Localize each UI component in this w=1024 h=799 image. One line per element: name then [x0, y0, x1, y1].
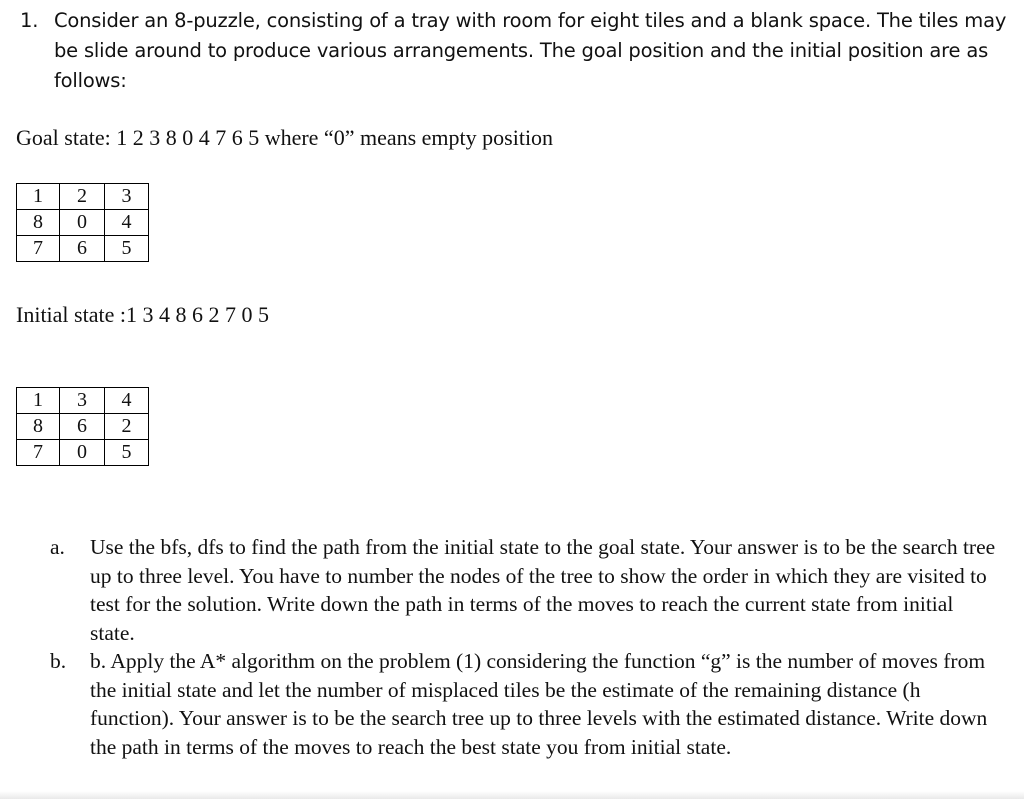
subquestion-text: b. Apply the A* algorithm on the problem (1) considering the function “g” is the number of moves from the initial state and let the number of misplaced tiles be the estimate of the remaining distance (h function). Your answer is to be the search tree up to three levels with the estimated distance. Write down the path in terms of the moves to reach the best state you from initial state. [90, 649, 988, 759]
grid-cell: 1 [17, 388, 60, 414]
subquestion-b [50, 647, 1000, 761]
subquestion-a [50, 533, 1000, 647]
grid-cell: 8 [17, 414, 60, 440]
initial-state-label: Initial state :1 3 4 8 6 2 7 0 5 [16, 302, 269, 327]
subquestion-text: Use the bfs, dfs to find the path from the initial state to the goal state. Your answer is to be the search tree up to three level. You have to number the nodes of the tree to show the order in which they are visited to test for the solution. Write down the path in terms of the moves to reach the current state from initial state. [90, 535, 996, 645]
grid-cell: 3 [60, 388, 105, 414]
question-text: Consider an 8-puzzle, consisting of a tray with room for eight tiles and a blank space. The tiles may be slide around to produce various arrangements. The goal position and the initial position are as follows: [54, 9, 1007, 92]
goal-state-grid [16, 183, 149, 262]
grid-cell: 5 [105, 440, 149, 466]
grid-cell: 7 [17, 236, 60, 262]
subquestion-letter: a. [50, 535, 65, 559]
grid-row [17, 236, 149, 262]
grid-cell: 2 [60, 184, 105, 210]
question-1 [20, 6, 1010, 96]
grid-cell: 7 [17, 440, 60, 466]
grid-cell: 1 [17, 184, 60, 210]
grid-cell: 4 [105, 210, 149, 236]
grid-row [17, 414, 149, 440]
grid-row [17, 184, 149, 210]
subquestion-letter: b. [50, 649, 67, 673]
grid-cell: 6 [60, 414, 105, 440]
goal-state-label: Goal state: 1 2 3 8 0 4 7 6 5 where “0” means empty position [16, 125, 554, 150]
grid-cell: 3 [105, 184, 149, 210]
grid-row [17, 210, 149, 236]
grid-cell: 8 [17, 210, 60, 236]
grid-cell: 5 [105, 236, 149, 262]
grid-row [17, 388, 149, 414]
grid-cell: 6 [60, 236, 105, 262]
grid-cell: 4 [105, 388, 149, 414]
page-bottom-edge [0, 791, 1024, 799]
grid-cell: 2 [105, 414, 149, 440]
grid-row [17, 440, 149, 466]
grid-cell: 0 [60, 440, 105, 466]
grid-cell: 0 [60, 210, 105, 236]
question-number: 1. [20, 9, 39, 32]
initial-state-grid [16, 387, 149, 466]
